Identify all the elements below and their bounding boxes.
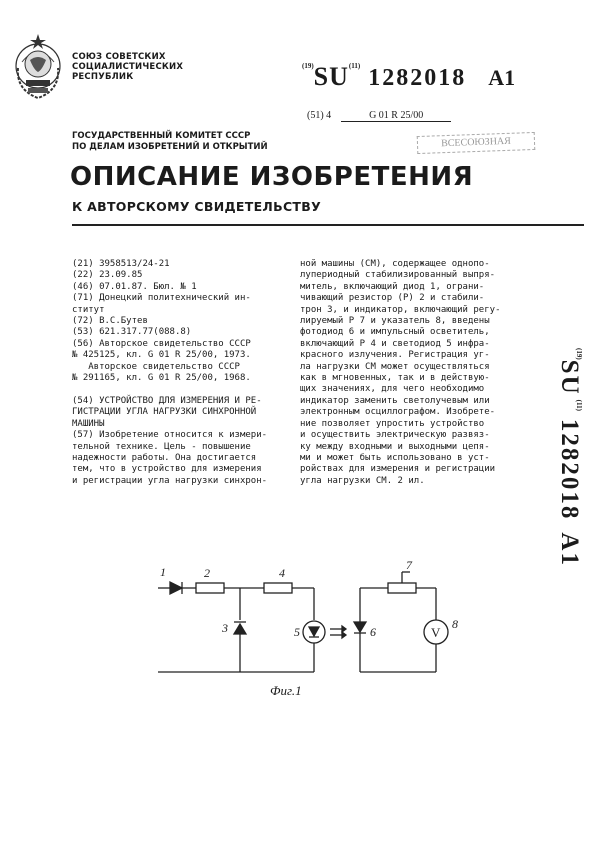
text-line: трон 3, и индикатор, включающий регу- xyxy=(300,304,501,315)
ipc-classification: (51) 4 G 01 R 25/00 xyxy=(307,110,451,122)
text-line: (72) В.С.Бутев xyxy=(72,316,148,327)
text-line: (46) 07.01.87. Бюл. № 1 xyxy=(72,281,197,292)
text-line: № 425125, кл. G 01 R 25/00, 1973. xyxy=(72,350,251,361)
text-line: ние позволяет упростить устройство xyxy=(300,418,485,429)
text-line: индикатор заменить светолучевым или xyxy=(300,395,490,406)
text-line: ной машины (СМ), содержащее однопо- xyxy=(300,259,490,269)
label-2: 2 xyxy=(204,566,210,580)
text-line: красного излучения. Регистрация уг- xyxy=(300,350,490,361)
text-line: ГИСТРАЦИИ УГЛА НАГРУЗКИ СИНХРОННОЙ xyxy=(72,407,257,418)
voltmeter-symbol: V xyxy=(431,625,441,640)
committee-name: ГОСУДАРСТВЕННЫЙ КОМИТЕТ СССР ПО ДЕЛАМ ИЗОБРЕТЕНИЙ И ОТКРЫТИЙ xyxy=(72,131,268,152)
text-line: лируемый Р 7 и указатель 8, введены xyxy=(300,316,490,327)
kind-code: A1 xyxy=(488,65,516,90)
text-line: ми и может быть использовано в уст- xyxy=(300,452,490,463)
country-code: SU xyxy=(313,62,349,91)
text-line: (22) 23.09.85 xyxy=(72,270,143,281)
label-5: 5 xyxy=(294,625,300,639)
label-3: 3 xyxy=(222,621,228,635)
document-subtitle: К АВТОРСКОМУ СВИДЕТЕЛЬСТВУ xyxy=(72,199,322,214)
text-line: угла нагрузки СМ. 2 ил. xyxy=(300,475,425,486)
text-line: и регистрации угла нагрузки синхрон- xyxy=(72,475,268,486)
text-line: чивающий резистор (Р) 2 и стабили- xyxy=(300,293,485,304)
patent-number: 1282018 xyxy=(368,65,467,91)
library-stamp: ВСЕСОЮЗНАЯ xyxy=(417,132,536,154)
text-line: митель, включающий диод 1, ограни- xyxy=(300,281,485,292)
text-line: (57) Изобретение относится к измери- xyxy=(72,430,268,441)
label-1: 1 xyxy=(160,565,166,579)
text-line: фотодиод 6 и импульсный осветитель, xyxy=(300,327,490,338)
bibliographic-column xyxy=(72,259,267,487)
text-line: как в мгновенных, так и в действую- xyxy=(300,373,490,384)
circuit-diagram xyxy=(130,558,470,682)
text-line: (56) Авторское свидетельство СССР xyxy=(72,338,251,349)
text-line: ла нагрузки СМ может осуществляться xyxy=(300,361,490,372)
abstract-column xyxy=(300,259,500,487)
text-line: (71) Донецкий политехнический ин- xyxy=(72,293,251,304)
label-6: 6 xyxy=(370,625,376,639)
label-4: 4 xyxy=(279,566,285,580)
text-line: МАШИНЫ xyxy=(72,418,105,429)
text-line: включающий Р 4 и светодиод 5 инфра- xyxy=(300,338,490,349)
text-line: электронным осциллографом. Изобрете- xyxy=(300,407,496,418)
text-line: (53) 621.317.77(088.8) xyxy=(72,327,192,338)
text-line: и осуществить электрическую развяз- xyxy=(300,430,490,441)
text-line: № 291165, кл. G 01 R 25/00, 1968. xyxy=(72,373,251,384)
patent-number-line: $^{(19)}$SU$^{(11)}$ 1282018 A1 xyxy=(302,62,516,91)
text-line: надежности работы. Она достигается xyxy=(72,452,257,463)
text-line: щих значениях, для чего необходимо xyxy=(300,384,485,395)
text-line: Авторское свидетельство СССР xyxy=(72,361,240,372)
document-title: ОПИСАНИЕ ИЗОБРЕТЕНИЯ xyxy=(70,162,474,192)
text-line: ройствах для измерения и регистрации xyxy=(300,464,496,475)
text-line xyxy=(72,384,267,395)
figure-caption: Фиг.1 xyxy=(270,683,302,698)
vertical-patent-number: $^{(19)}$SU $^{(11)}$ 1282018 A1 xyxy=(556,348,583,567)
ussr-emblem xyxy=(8,32,68,104)
text-line: тем, что в устройство для измерения xyxy=(72,464,262,475)
text-line: ститут xyxy=(72,304,105,315)
text-line: ку между входными и выходными цепя- xyxy=(300,441,490,452)
text-line: лупериодный стабилизированный выпря- xyxy=(300,270,496,281)
text-line: (54) УСТРОЙСТВО ДЛЯ ИЗМЕРЕНИЯ И РЕ- xyxy=(72,395,262,406)
label-7: 7 xyxy=(406,558,412,572)
label-8: 8 xyxy=(452,617,458,631)
text-line: тельной технике. Цель - повышение xyxy=(72,441,251,452)
organization-name: СОЮЗ СОВЕТСКИХ СОЦИАЛИСТИЧЕСКИХ РЕСПУБЛИК xyxy=(72,52,184,82)
divider xyxy=(72,224,584,226)
text-line: (21) 3958513/24-21 xyxy=(72,259,170,269)
